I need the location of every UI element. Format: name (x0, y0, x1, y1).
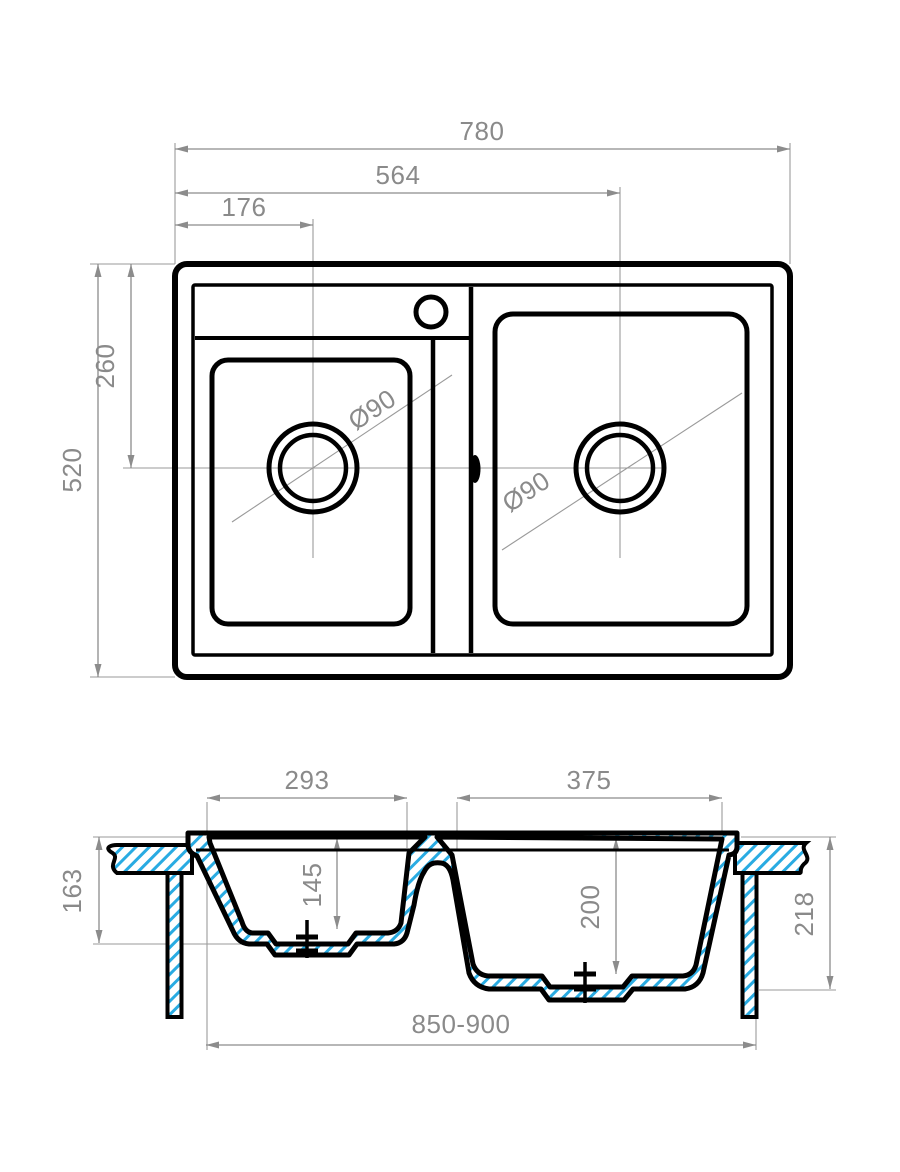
section-view (108, 833, 807, 1017)
dimensions-top-view (90, 143, 790, 677)
overflow-hole (470, 455, 481, 483)
label-left-bowl-depth: 145 (297, 862, 327, 908)
label-right-bowl-width: 375 (566, 765, 612, 795)
label-cabinet-width: 850-900 (411, 1009, 511, 1039)
label-right-drain-x: 564 (375, 160, 421, 190)
top-view (175, 264, 790, 677)
label-left-bowl-width: 293 (284, 765, 330, 795)
label-left-drain-diameter: Ø90 (342, 383, 402, 436)
label-overall-depth: 520 (57, 447, 87, 493)
countertop-right (735, 843, 807, 873)
cabinet-leg-left (168, 873, 182, 1017)
label-left-drain-x: 176 (221, 192, 267, 222)
cabinet-leg-right (743, 873, 757, 1017)
label-right-bowl-height: 218 (789, 891, 819, 937)
tap-hole (416, 297, 446, 327)
countertop-left (108, 845, 192, 873)
label-left-bowl-height: 163 (57, 868, 87, 914)
label-right-bowl-depth: 200 (575, 884, 605, 930)
label-right-drain-diameter: Ø90 (496, 465, 556, 518)
left-drain-stub (296, 920, 318, 958)
sink-section-body (188, 833, 737, 1000)
label-drain-y: 260 (90, 343, 120, 389)
label-overall-width: 780 (459, 116, 505, 146)
